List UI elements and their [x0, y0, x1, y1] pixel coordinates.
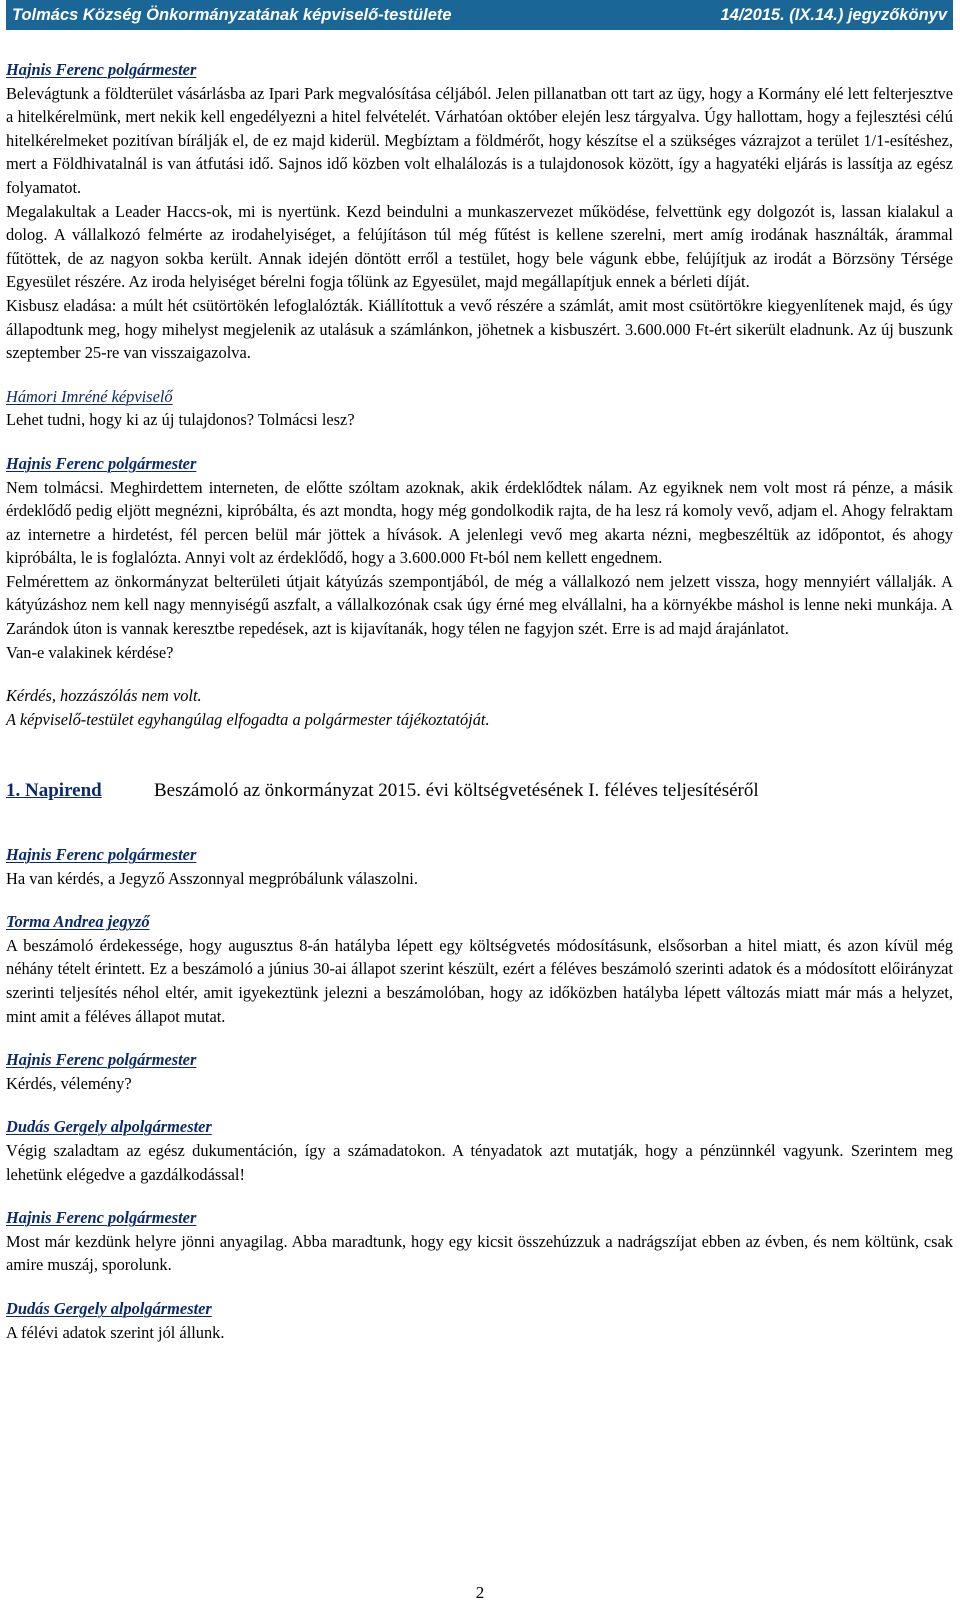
- header-minutes-number: 14/2015. (IX.14.) jegyzőkönyv: [720, 5, 947, 24]
- speech-block: [6, 385, 953, 432]
- agenda-title: Beszámoló az önkormányzat 2015. évi költségvetésének I. féléves teljesítéséről: [154, 780, 759, 802]
- speech-paragraph: A félévi adatok szerint jól állunk.: [6, 1322, 225, 1342]
- speaker-name: Hajnis Ferenc polgármester: [6, 453, 197, 473]
- agenda-number: 1. Napirend: [6, 780, 102, 802]
- speaker-name: Hajnis Ferenc polgármester: [6, 845, 197, 865]
- closing-notes: [6, 684, 953, 731]
- speech-paragraph: Lehet tudni, hogy ki az új tulajdonos? Tolmácsi lesz?: [6, 410, 355, 430]
- page-number: 2: [475, 1583, 485, 1602]
- speaker-name: Hámori Imréné képviselő: [6, 386, 173, 406]
- agenda-heading: [6, 779, 953, 803]
- closing-note: Kérdés, hozzászólás nem volt.: [6, 686, 202, 706]
- speech-block: [6, 58, 953, 365]
- closing-note: A képviselő-testület egyhangúlag elfogadta a polgármester tájékoztatóját.: [6, 709, 490, 729]
- speaker-name: Torma Andrea jegyző: [6, 912, 150, 932]
- speech-block: [6, 843, 953, 890]
- speech-paragraph: Van-e valakinek kérdése?: [6, 642, 174, 662]
- speech-block: [6, 1048, 953, 1095]
- speech-paragraph: Nem tolmácsi. Meghirdettem interneten, de előtte szóltam azoknak, akik érdeklődtek nálam. Az egyiknek nem volt most rá pénze, a másik érdeklődő pedig eljött megnézni, kipróbálta, és azt mondta, hogy még gondolkodik rajta, de ha lesz rá komoly vevő, adjam el. Ahogy felraktam az internetre a hirdetést, fél percen belül már jöttek a hívások. A jelenlegi vevő meg akarta nézni, megbeszéltük az időpontot, és ahogy kipróbálta, le is foglalózta. Annyi volt az érdeklődő, hogy a 3.600.000 Ft-ból nem kellett engednem.: [6, 477, 953, 568]
- document-body: [6, 30, 953, 1344]
- speech-paragraph: Ha van kérdés, a Jegyző Asszonnyal megpróbálunk válaszolni.: [6, 868, 418, 888]
- speech-paragraph: Belevágtunk a földterület vásárlásba az Ipari Park megvalósítása céljából. Jelen pillanatban ott tart az ügy, hogy a Kormány elé lett felterjesztve a hitelkérelmünk, mert nekik kell engedélyezni a hitel felvételét. Várhatóan október elején lesz tárgyalva. Úgy hallottam, hogy a fejlesztési célú hitelkérelmeket pozitívan bírálják el, de ez majd kiderül. Megbíztam a földmérőt, hogy készítse el a szükséges vázrajzot a terület 1/1-esítéshez, mert a Földhivatalnál is van átfutási idő. Sajnos idő közben volt elhalálozás is a tulajdonosok között, így a hagyatéki eljárás is lassítja az egész folyamatot.: [6, 83, 953, 197]
- speaker-name: Hajnis Ferenc polgármester: [6, 1208, 197, 1228]
- speaker-name: Hajnis Ferenc polgármester: [6, 60, 197, 79]
- speech-block: [6, 1297, 953, 1344]
- speech-paragraph: Végig szaladtam az egész dukumentáción, így a számadatokon. A tényadatok azt mutatják, hogy a pénzünnkél vagyunk. Szerintem meg lehetünk elégedve a gazdálkodással!: [6, 1140, 953, 1184]
- speech-paragraph: Most már kezdünk helyre jönni anyagilag. Abba maradtunk, hogy egy kicsit összehúzzuk a nadrágszíjat ebben az évben, és nem költünk, csak amire muszáj, sporolunk.: [6, 1231, 953, 1275]
- speech-paragraph: A beszámoló érdekessége, hogy augusztus 8-án hatályba lépett egy költségvetés módosításunk, elsősorban a hitel miatt, és azon kívül még néhány tételt érintett. Ez a beszámoló a június 30-ai állapot szerint készült, ezért a féléves beszámoló szerinti adatok és a módosított előirányzat szerinti teljesítés néhol eltér, amit igyekeztünk jelezni a beszámolóban, hogy az időközben hatályba lépett változás miatt már más a helyzet, mint amit a féléves állapot mutat.: [6, 935, 953, 1026]
- speech-block: [6, 1206, 953, 1277]
- speech-paragraph: Megalakultak a Leader Haccs-ok, mi is nyertünk. Kezd beindulni a munkaszervezet működése, felvettünk egy dolgozót is, lassan kialakul a dolog. A vállalkozó felmérte az irodahelyiséget, a felújításon túl még fűtést is kellene szerelni, mert amíg irodának használták, árammal fűtöttek, de az nagyon sokba került. Annak idején döntött erről a testület, hogy bele vágunk ebbe, felújítjuk az irodát a Börzsöny Térsége Egyesület részére. Az iroda helyiséget bérelni fogja tőlünk az Egyesület, majd megállapítjuk ennek a bérleti díját.: [6, 201, 953, 292]
- speech-block: [6, 452, 953, 664]
- header-title: Tolmács Község Önkormányzatának képviselő-testülete: [12, 5, 452, 24]
- speech-paragraph: Kisbusz eladása: a múlt hét csütörtökén lefoglalózták. Kiállítottuk a vevő részére a számlát, amit most csütörtökre kiegyenlítenek majd, és úgy állapodtunk meg, hogy mihelyst megjelenik az utalásuk a számlánkon, jöhetnek a kisbuszért. 3.600.000 Ft-ért sikerült eladnunk. Az új buszunk szeptember 25-re van visszaigazolva.: [6, 295, 953, 363]
- speech-block: [6, 1115, 953, 1186]
- speech-paragraph: Kérdés, vélemény?: [6, 1073, 132, 1093]
- speaker-name: Dudás Gergely alpolgármester: [6, 1298, 212, 1318]
- speech-block: [6, 910, 953, 1028]
- speech-paragraph: Felmérettem az önkormányzat belterületi útjait kátyúzás szempontjából, de még a vállalkozó nem jelzett vissza, hogy mennyiért vállalják. A kátyúzáshoz nem kell nagy mennyiségű aszfalt, a vállalkozónak csak úgy érné meg elvállalni, ha a környékbe máshol is lenne neki munkája. A Zarándok úton is vannak keresztbe repedések, azt is kijavítanák, hogy télen ne fagyjon szét. Erre is ad majd árajánlatot.: [6, 571, 953, 639]
- document-header: [6, 0, 953, 30]
- speaker-name: Dudás Gergely alpolgármester: [6, 1117, 212, 1137]
- speaker-name: Hajnis Ferenc polgármester: [6, 1050, 197, 1070]
